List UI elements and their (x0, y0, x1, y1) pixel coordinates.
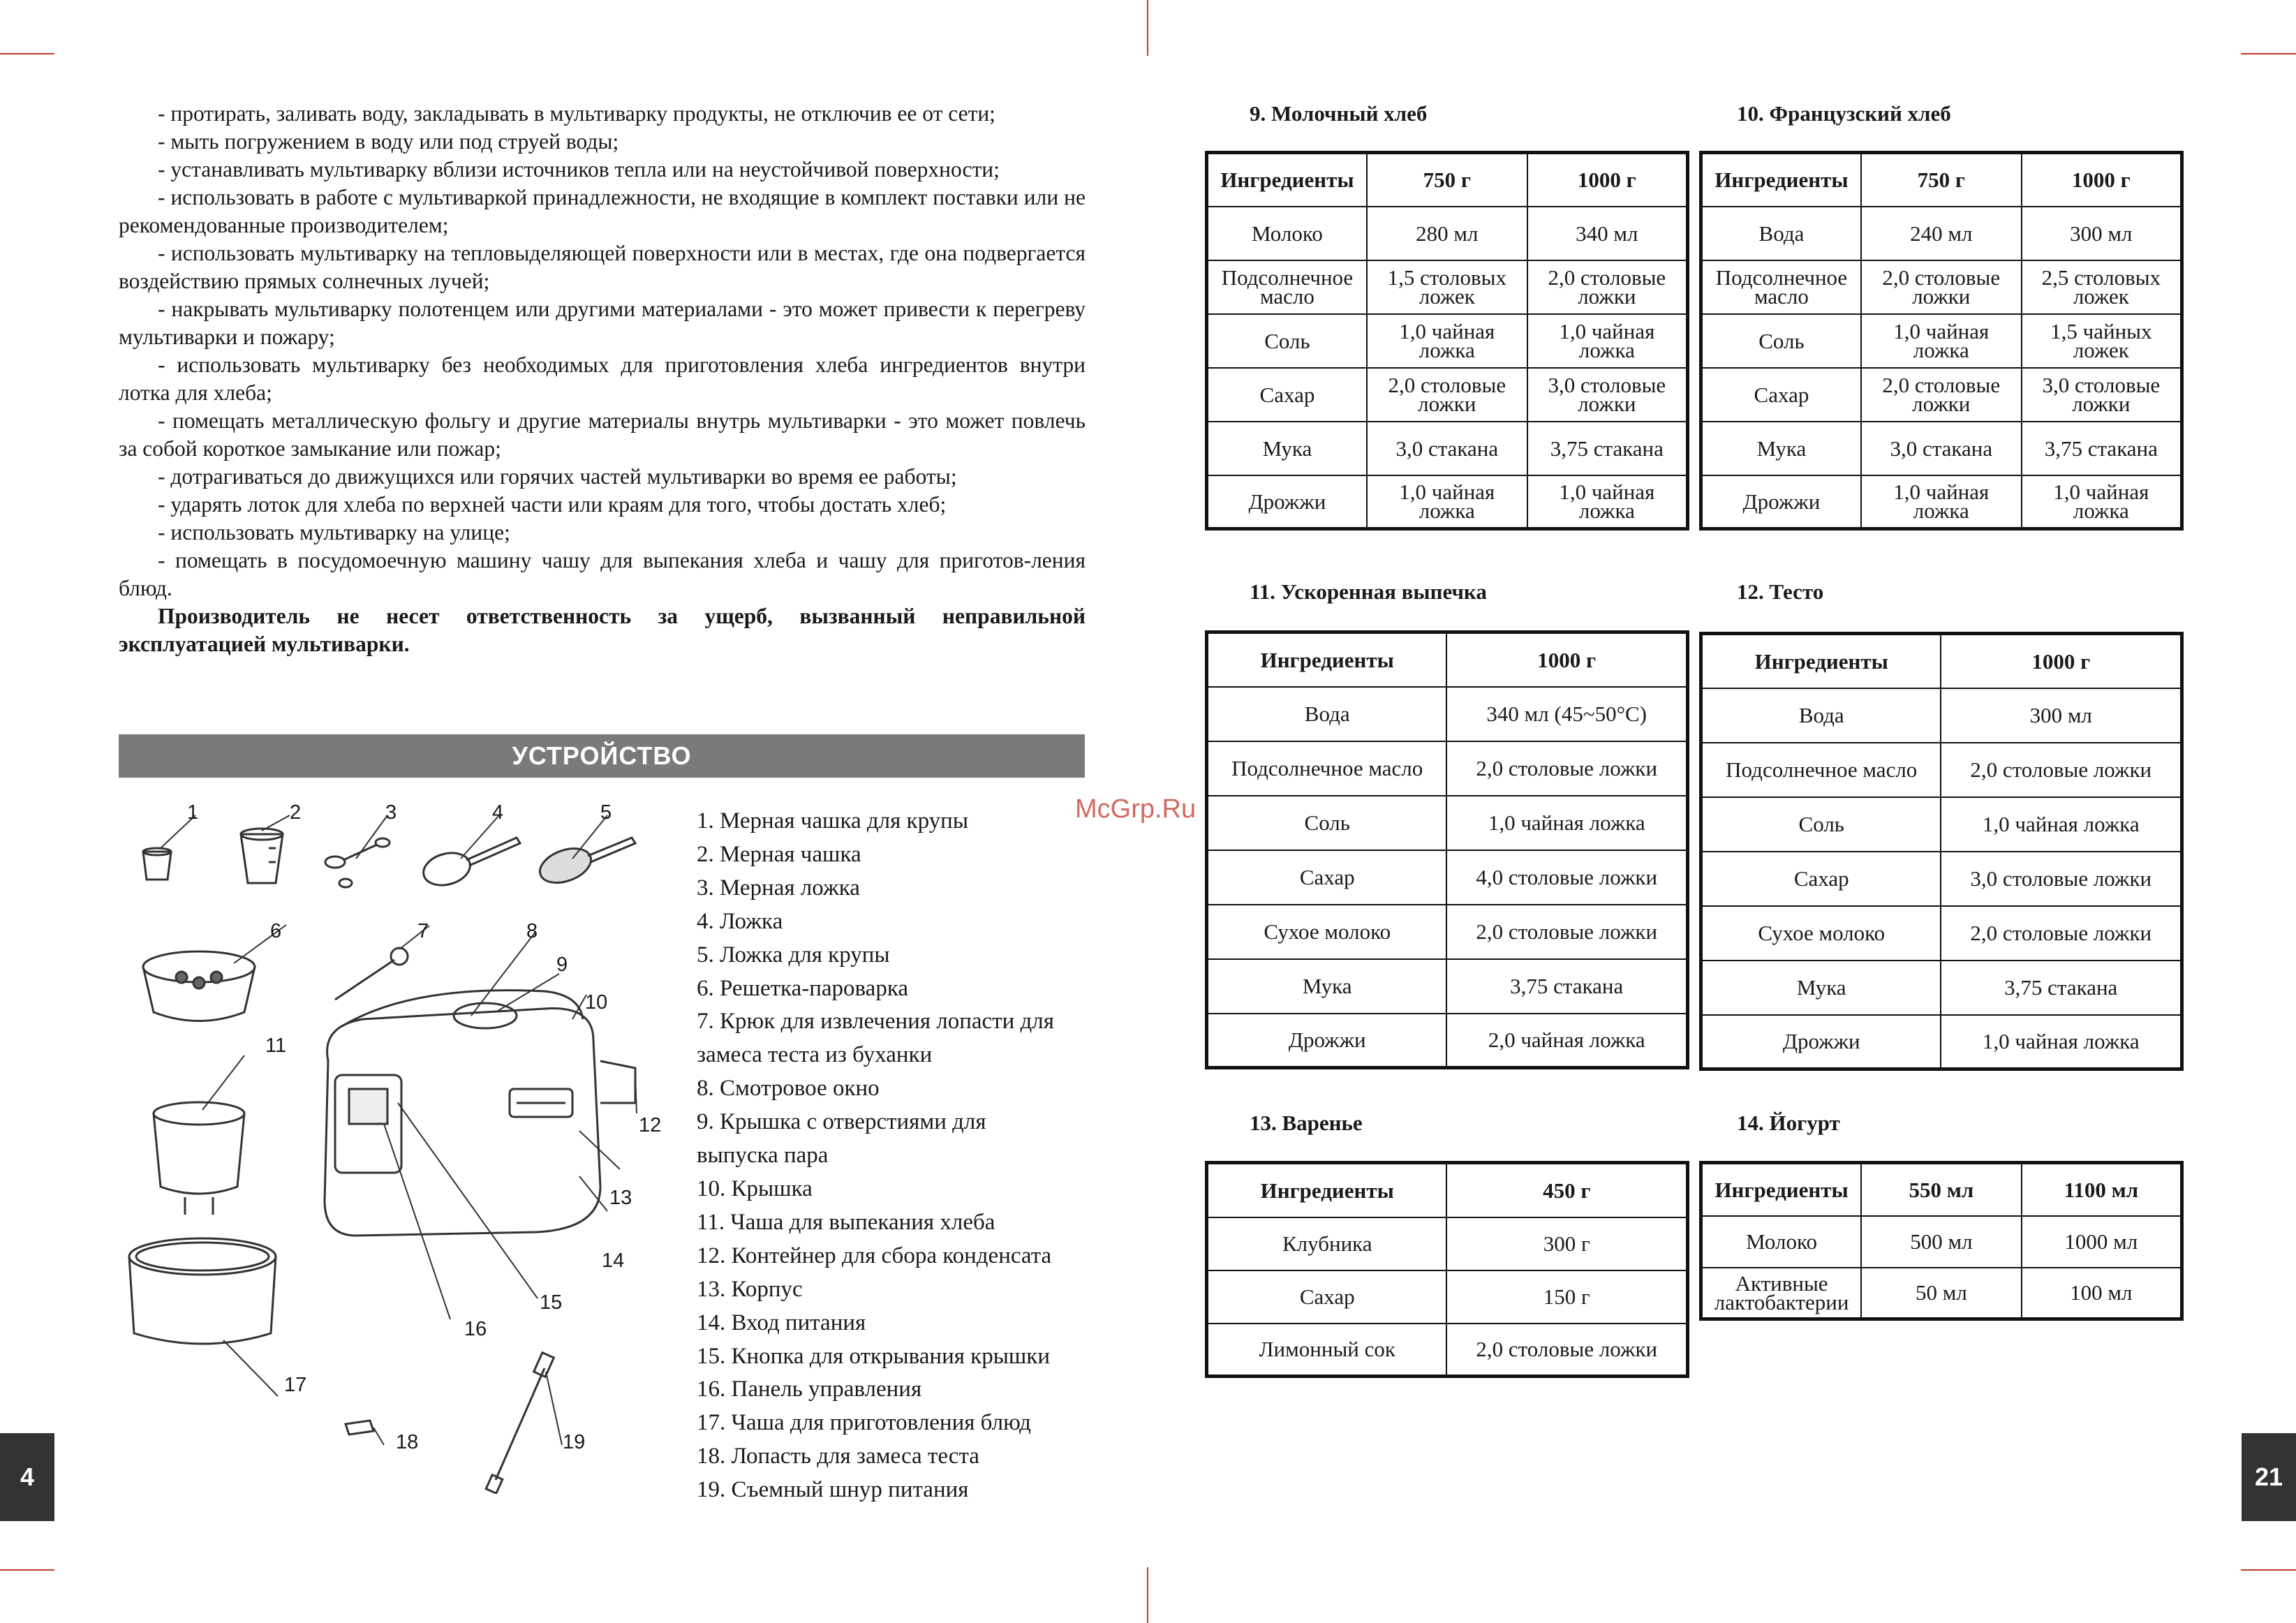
table-cell: Молоко (1207, 207, 1367, 260)
header-cell: Ингредиенты (1701, 1163, 1862, 1216)
table-cell: Подсолнечное масло (1207, 741, 1447, 796)
legend-item: 15. Кнопка для открывания крышки (697, 1343, 1050, 1369)
table-cell: 3,75 стакана (2022, 422, 2182, 475)
table-cell: 2,0 столовые ложки (1941, 743, 2182, 797)
legend-item: 12. Контейнер для сбора конденсата (697, 1243, 1052, 1268)
table-cell: 1,0 чайная ложка (1367, 475, 1527, 529)
header-cell: Ингредиенты (1701, 634, 1941, 688)
header-cell: 1100 мл (2022, 1163, 2182, 1216)
legend-item: 5. Ложка для крупы (697, 942, 890, 968)
bread-bowl-icon (154, 1102, 244, 1215)
table-cell: 3,0 столовые ложки (2022, 368, 2182, 422)
table-cell: 3,75 стакана (1446, 959, 1687, 1014)
table-cell: 1000 мл (2022, 1216, 2182, 1268)
table-cell: 1,0 чайная ложка (1861, 314, 2022, 368)
callout-number: 12 (639, 1114, 662, 1136)
header-cell: 1000 г (1446, 632, 1687, 687)
table-cell: 1,5 столовых ложек (1367, 260, 1527, 314)
safety-item: - мыть погружением в воду или под струей воды; (158, 129, 619, 154)
table-cell: Вода (1701, 207, 1861, 260)
multicooker-icon (325, 991, 635, 1236)
table-cell: Мука (1701, 422, 1861, 475)
table-cell: Подсолнечное масло (1207, 260, 1367, 314)
table-cell: 100 мл (2022, 1268, 2182, 1319)
serving-spoon-icon (420, 838, 520, 890)
header-cell: 750 г (1367, 153, 1527, 207)
table-cell: 1,0 чайная ложка (1446, 796, 1687, 850)
table-cell: 2,0 столовые ложки (1527, 260, 1688, 314)
leader-lines (161, 815, 637, 1445)
recipe-title: 10. Французский хлеб (1737, 101, 1951, 126)
crop-mark (1147, 1567, 1148, 1623)
table-cell: Дрожжи (1207, 475, 1367, 529)
safety-item: - протирать, заливать воду, закладывать в мультиварку продукты, не отключив ее от сети; (158, 101, 995, 126)
table-cell: 340 мл (45~50°С) (1446, 687, 1687, 741)
table-cell: 300 г (1446, 1217, 1687, 1270)
crop-mark (0, 53, 54, 54)
crop-mark (0, 1569, 54, 1571)
section-title-device: УСТРОЙСТВО (119, 734, 1085, 778)
table-cell: 2,0 столовые ложки (1446, 1324, 1687, 1377)
safety-item: - использовать мультиварку на улице; (158, 520, 510, 544)
table-cell: 340 мл (1527, 207, 1688, 260)
recipe-table (1699, 632, 2184, 1071)
callout-number: 8 (526, 920, 538, 942)
callout-number: 1 (187, 801, 199, 824)
legend-item: 8. Смотровое окно (697, 1076, 880, 1102)
table-cell: 3,0 столовые ложки (1941, 852, 2182, 906)
legend-item: 16. Панель управления (697, 1377, 922, 1402)
table-cell: 1,0 чайная ложка (1527, 475, 1688, 529)
table-cell: 3,0 стакана (1367, 422, 1527, 475)
table-cell: Сахар (1207, 368, 1367, 422)
table-cell: Сухое молоко (1701, 906, 1941, 961)
header-cell: 450 г (1446, 1163, 1687, 1217)
safety-item: - накрывать мультиварку полотенцем или другими материалами - это может привести к перегреву мультиварки и пожару; (119, 297, 1086, 349)
header-cell: 550 мл (1861, 1163, 2022, 1216)
recipe-title: 11. Ускоренная выпечка (1250, 579, 1487, 604)
recipe-table (1205, 630, 1689, 1069)
recipe-table (1205, 151, 1689, 531)
table-cell: 240 мл (1861, 207, 2022, 260)
header-cell: Ингредиенты (1701, 153, 1861, 207)
table-cell: 3,75 стакана (1941, 961, 2182, 1015)
legend-item: 4. Ложка (697, 908, 783, 934)
legend-item: выпуска пара (697, 1143, 829, 1169)
safety-item: - помещать металлическую фольгу и другие материалы внутрь мультиварки - это может повлечь за собой короткое замыкание или пожар; (119, 408, 1086, 461)
table-cell: 2,0 чайная ложка (1446, 1014, 1687, 1068)
measuring-cup-icon (241, 829, 283, 883)
legend-item: 17. Чаша для приготовления блюд (697, 1410, 1031, 1436)
measuring-spoon-icon (325, 838, 390, 887)
header-cell: 1000 г (1941, 634, 2182, 688)
legend-item: 6. Решетка-пароварка (697, 975, 908, 1001)
callout-number: 5 (600, 801, 612, 824)
table-cell: Подсолнечное масло (1701, 260, 1861, 314)
legend-item: 7. Крюк для извлечения лопасти для (697, 1009, 1054, 1035)
table-cell: 2,0 столовые ложки (1861, 260, 2022, 314)
table-cell: 280 мл (1367, 207, 1527, 260)
table-cell: Соль (1701, 797, 1941, 852)
callout-number: 17 (284, 1374, 307, 1396)
table-cell: Лимонный сок (1207, 1324, 1447, 1377)
legend-item: 10. Крышка (697, 1176, 813, 1201)
table-cell: Клубника (1207, 1217, 1447, 1270)
table-cell: 150 г (1446, 1270, 1687, 1324)
table-cell: 3,0 стакана (1861, 422, 2022, 475)
table-cell: 2,0 столовые ложки (1941, 906, 2182, 961)
callout-number: 15 (540, 1291, 563, 1314)
rice-spoon-icon (535, 838, 635, 889)
table-cell: Соль (1701, 314, 1861, 368)
power-cord-icon (486, 1353, 554, 1494)
table-cell: Соль (1207, 796, 1447, 850)
legend-item: 11. Чаша для выпекания хлеба (697, 1209, 995, 1235)
table-cell: Подсолнечное масло (1701, 743, 1941, 797)
crop-mark (2241, 53, 2296, 54)
table-cell: Мука (1207, 422, 1367, 475)
table-cell: Молоко (1701, 1216, 1862, 1268)
device-illustration (119, 796, 677, 1494)
table-cell: 1,0 чайная ложка (1941, 797, 2182, 852)
crop-mark (1147, 0, 1148, 56)
header-cell: Ингредиенты (1207, 1163, 1447, 1217)
safety-item: - устанавливать мультиварку вблизи источников тепла или на неустойчивой поверхности; (158, 157, 1000, 181)
table-cell: Сахар (1701, 368, 1861, 422)
table-cell: 1,0 чайная ложка (1941, 1015, 2182, 1069)
table-cell: 1,0 чайная ложка (1367, 314, 1527, 368)
watermark: McGrp.Ru (1075, 794, 1197, 824)
callout-number: 19 (563, 1431, 586, 1453)
callout-number: 7 (417, 920, 429, 942)
header-cell: 1000 г (2022, 153, 2182, 207)
table-cell: 50 мл (1861, 1268, 2022, 1319)
legend-item: замеса теста из буханки (697, 1042, 933, 1068)
table-cell: Сахар (1207, 850, 1447, 905)
recipe-table (1699, 151, 2184, 531)
table-cell: Соль (1207, 314, 1367, 368)
legend-item: 19. Съемный шнур питания (697, 1477, 969, 1503)
callout-number: 14 (602, 1250, 625, 1272)
header-cell: 1000 г (1527, 153, 1688, 207)
table-cell: Дрожжи (1207, 1014, 1447, 1068)
table-cell: Вода (1701, 688, 1941, 743)
legend-item: 2. Мерная чашка (697, 841, 861, 867)
legend-item: 1. Мерная чашка для крупы (697, 808, 968, 833)
header-cell: Ингредиенты (1207, 153, 1367, 207)
callout-number: 11 (265, 1035, 287, 1057)
safety-item: - использовать мультиварку без необходимых для приготовления хлеба ингредиентов внутри лотка для хлеба; (119, 353, 1086, 405)
table-cell: 2,5 столовых ложек (2022, 260, 2182, 314)
legend-item: 3. Мерная ложка (697, 875, 860, 901)
manufacturer-warning: Производитель не несет ответственность за ущерб, вызванный неправильной эксплуатацией мультиварки. (119, 604, 1086, 656)
recipe-title: 12. Тесто (1737, 579, 1824, 604)
table-cell: Дрожжи (1701, 475, 1861, 529)
callout-number: 6 (270, 920, 282, 942)
table-cell: Дрожжи (1701, 1015, 1941, 1069)
table-cell: Сухое молоко (1207, 905, 1447, 959)
table-cell: 300 мл (2022, 207, 2182, 260)
recipe-title: 9. Молочный хлеб (1250, 101, 1428, 126)
table-cell: 500 мл (1861, 1216, 2022, 1268)
crop-mark (2241, 1569, 2296, 1571)
table-cell: 4,0 столовые ложки (1446, 850, 1687, 905)
table-cell: Вода (1207, 687, 1447, 741)
table-cell: 2,0 столовые ложки (1446, 741, 1687, 796)
safety-item: - использовать мультиварку на тепловыделяющей поверхности или в местах, где она подвергается воздействию прямых солнечных лучей; (119, 241, 1086, 293)
grain-cup-icon (143, 848, 171, 880)
callout-number: 4 (492, 801, 504, 824)
header-cell: 750 г (1861, 153, 2022, 207)
callout-number: 10 (585, 991, 608, 1014)
table-cell: Активные лактобактерии (1701, 1268, 1862, 1319)
page-number-right: 21 (2242, 1433, 2296, 1521)
table-cell: Сахар (1701, 852, 1941, 906)
table-cell: Мука (1701, 961, 1941, 1015)
safety-item: - использовать в работе с мультиваркой принадлежности, не входящие в комплект поставки или не рекомендованные производителем; (119, 185, 1086, 237)
safety-item: - дотрагиваться до движущихся или горячих частей мультиварки во время ее работы; (158, 464, 957, 489)
header-cell: Ингредиенты (1207, 632, 1447, 687)
callout-number: 3 (385, 801, 397, 824)
table-cell: 3,0 столовые ложки (1527, 368, 1688, 422)
recipe-title: 13. Варенье (1250, 1111, 1363, 1135)
safety-item: - ударять лоток для хлеба по верхней части или краям для того, чтобы достать хлеб; (158, 492, 947, 517)
table-cell: 2,0 столовые ложки (1367, 368, 1527, 422)
legend-item: 18. Лопасть для замеса теста (697, 1444, 979, 1469)
callout-number: 16 (464, 1318, 487, 1340)
table-cell: 2,0 столовые ложки (1861, 368, 2022, 422)
table-cell: 3,75 стакана (1527, 422, 1688, 475)
steamer-icon (143, 951, 255, 1021)
page-number-left: 4 (0, 1433, 54, 1521)
recipe-table (1699, 1161, 2184, 1321)
callout-number: 18 (396, 1431, 419, 1453)
paddle-icon (346, 1421, 373, 1435)
safety-item: - помещать в посудомоечную машину чашу для выпекания хлеба и чашу для приготов-ления блюд. (119, 548, 1086, 600)
callout-number: 2 (290, 801, 302, 824)
callout-number: 9 (556, 954, 568, 976)
safety-text (119, 100, 1086, 658)
legend-item: 14. Вход питания (697, 1310, 866, 1335)
legend-item: 9. Крышка с отверстиями для (697, 1109, 986, 1135)
table-cell: 1,0 чайная ложка (1861, 475, 2022, 529)
table-cell: 300 мл (1941, 688, 2182, 743)
hook-icon (335, 948, 408, 1000)
table-cell: 1,0 чайная ложка (1527, 314, 1688, 368)
recipe-title: 14. Йогурт (1737, 1111, 1840, 1135)
table-cell: 1,0 чайная ложка (2022, 475, 2182, 529)
inner-pot-icon (129, 1238, 276, 1344)
recipe-table (1205, 1161, 1689, 1378)
callout-number: 13 (609, 1187, 632, 1209)
legend-item: 13. Корпус (697, 1276, 803, 1302)
parts-legend (697, 805, 1116, 1507)
table-cell: 1,5 чайных ложек (2022, 314, 2182, 368)
table-cell: Мука (1207, 959, 1447, 1014)
table-cell: Сахар (1207, 1270, 1447, 1324)
table-cell: 2,0 столовые ложки (1446, 905, 1687, 959)
